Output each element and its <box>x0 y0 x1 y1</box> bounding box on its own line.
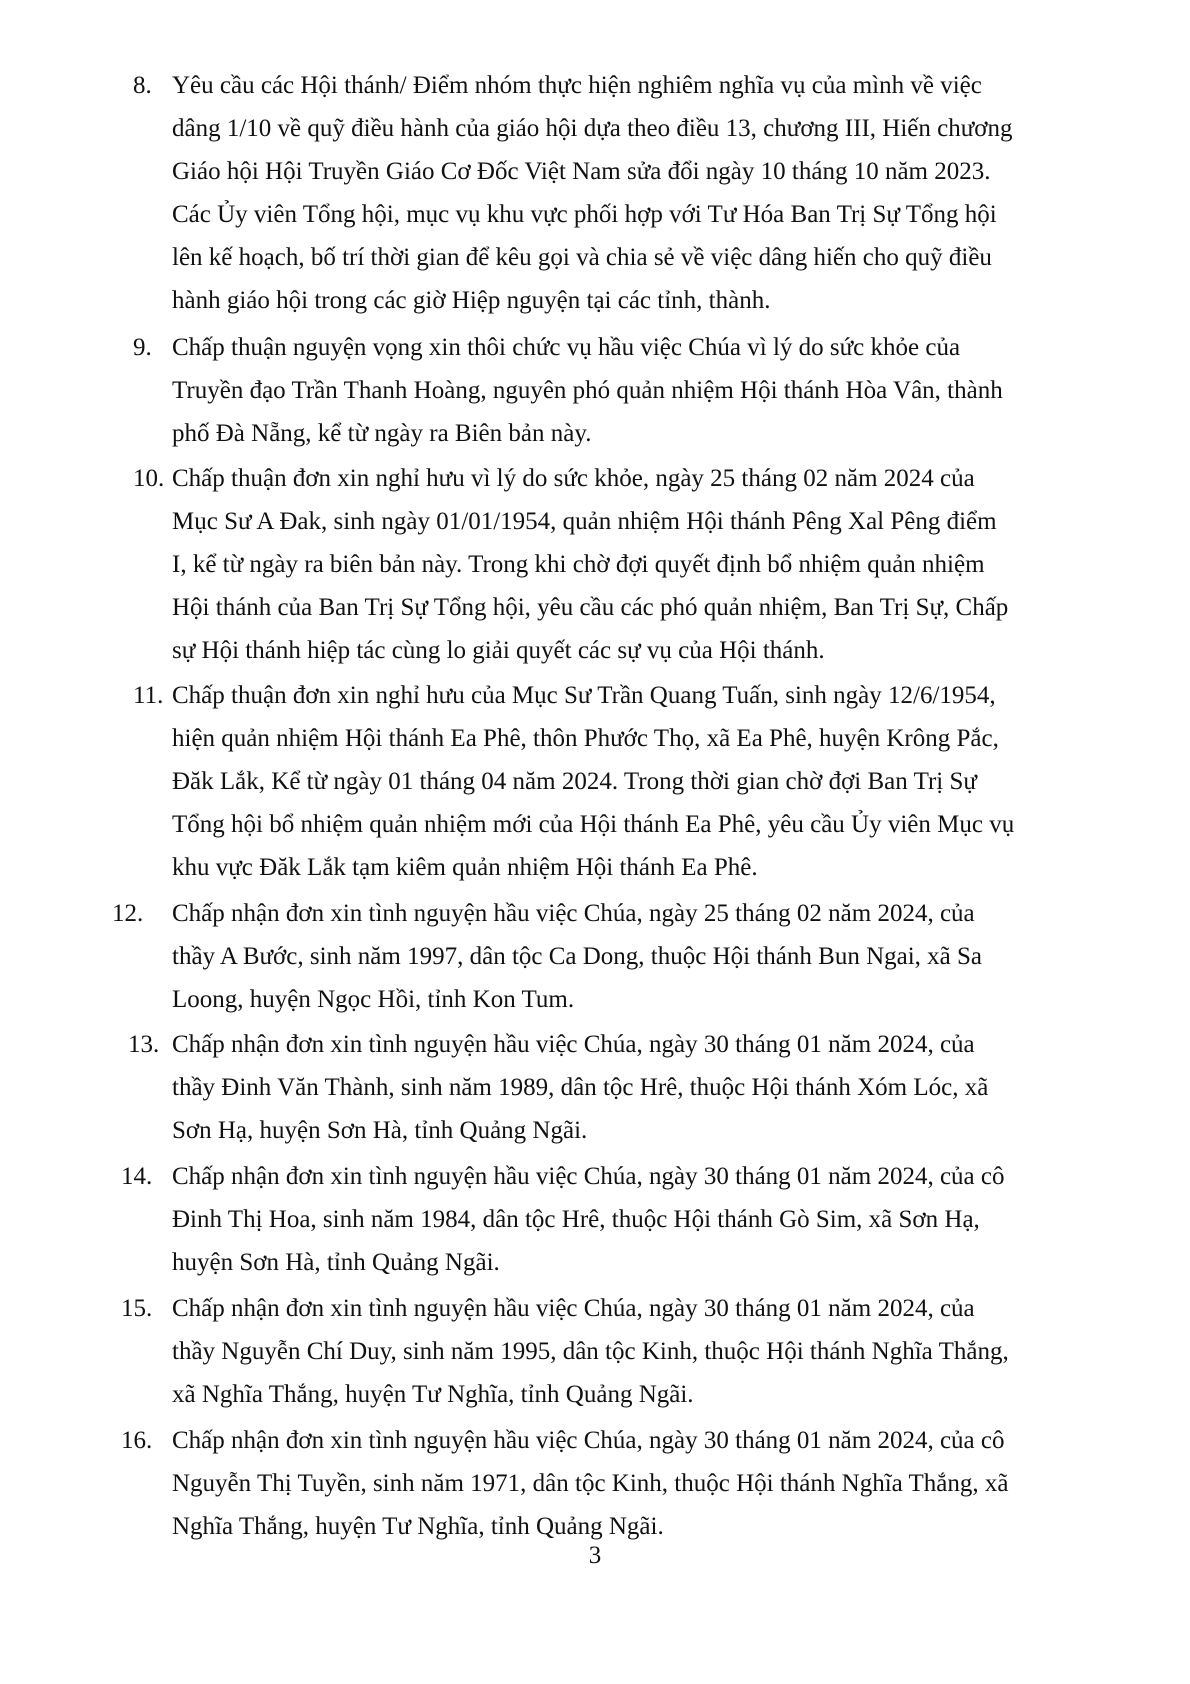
item-number: 15. <box>121 1295 153 1322</box>
item-line: Hội thánh của Ban Trị Sự Tổng hội, yêu cầu các phó quản nhiệm, Ban Trị Sự, Chấp <box>172 594 1009 621</box>
item-line: dâng 1/10 về quỹ điều hành của giáo hội dựa theo điều 13, chương III, Hiến chương <box>172 115 1013 142</box>
item-line: thầy A Bước, sinh năm 1997, dân tộc Ca Dong, thuộc Hội thánh Bun Ngai, xã Sa <box>172 943 983 970</box>
item-line: Tổng hội bổ nhiệm quản nhiệm mới của Hội thánh Ea Phê, yêu cầu Ủy viên Mục vụ <box>172 811 1015 838</box>
item-line: Chấp nhận đơn xin tình nguyện hầu việc Chúa, ngày 30 tháng 01 năm 2024, của cô <box>172 1427 1005 1454</box>
item-line: khu vực Đăk Lắk tạm kiêm quản nhiệm Hội thánh Ea Phê. <box>172 854 758 881</box>
item-line: Sơn Hạ, huyện Sơn Hà, tỉnh Quảng Ngãi. <box>172 1117 588 1144</box>
item-line: Chấp nhận đơn xin tình nguyện hầu việc Chúa, ngày 30 tháng 01 năm 2024, của <box>172 1295 975 1322</box>
item-line: Mục Sư A Đak, sinh ngày 01/01/1954, quản nhiệm Hội thánh Pêng Xal Pêng điểm <box>172 508 997 535</box>
item-number: 14. <box>121 1163 153 1190</box>
item-line: xã Nghĩa Thắng, huyện Tư Nghĩa, tỉnh Quảng Ngãi. <box>172 1381 694 1408</box>
item-line: Loong, huyện Ngọc Hồi, tỉnh Kon Tum. <box>172 986 575 1013</box>
item-line: Đăk Lắk, Kể từ ngày 01 tháng 04 năm 2024. Trong thời gian chờ đợi Ban Trị Sự <box>172 768 977 795</box>
item-number: 16. <box>121 1427 153 1454</box>
item-line: phố Đà Nẵng, kể từ ngày ra Biên bản này. <box>172 420 592 447</box>
item-line: I, kể từ ngày ra biên bản này. Trong khi chờ đợi quyết định bổ nhiệm quản nhiệm <box>172 551 985 578</box>
page-number: 3 <box>588 1542 602 1569</box>
item-line: Nghĩa Thắng, huyện Tư Nghĩa, tỉnh Quảng Ngãi. <box>172 1513 664 1540</box>
item-line: sự Hội thánh hiệp tác cùng lo giải quyết các sự vụ của Hội thánh. <box>172 637 825 664</box>
item-line: Chấp nhận đơn xin tình nguyện hầu việc Chúa, ngày 25 tháng 02 năm 2024, của <box>172 900 975 927</box>
item-line: Chấp nhận đơn xin tình nguyện hầu việc Chúa, ngày 30 tháng 01 năm 2024, của <box>172 1031 975 1058</box>
item-number: 9. <box>133 334 152 361</box>
item-line: thầy Nguyễn Chí Duy, sinh năm 1995, dân tộc Kinh, thuộc Hội thánh Nghĩa Thắng, <box>172 1338 1009 1365</box>
item-line: Nguyễn Thị Tuyền, sinh năm 1971, dân tộc Kinh, thuộc Hội thánh Nghĩa Thắng, xã <box>172 1470 1009 1497</box>
item-line: hiện quản nhiệm Hội thánh Ea Phê, thôn Phước Thọ, xã Ea Phê, huyện Krông Pắc, <box>172 725 999 752</box>
item-line: Chấp thuận đơn xin nghỉ hưu của Mục Sư Trần Quang Tuấn, sinh ngày 12/6/1954, <box>172 682 996 709</box>
item-number: 11. <box>133 682 164 709</box>
item-number: 8. <box>133 72 152 99</box>
item-line: Giáo hội Hội Truyền Giáo Cơ Đốc Việt Nam sửa đổi ngày 10 tháng 10 năm 2023. <box>172 158 991 185</box>
item-line: thầy Đinh Văn Thành, sinh năm 1989, dân tộc Hrê, thuộc Hội thánh Xóm Lóc, xã <box>172 1074 989 1101</box>
item-line: Chấp thuận nguyện vọng xin thôi chức vụ hầu việc Chúa vì lý do sức khỏe của <box>172 334 961 361</box>
item-number: 10. <box>133 465 165 492</box>
item-line: Yêu cầu các Hội thánh/ Điểm nhóm thực hiện nghiêm nghĩa vụ của mình về việc <box>172 72 982 99</box>
item-line: lên kế hoạch, bố trí thời gian để kêu gọi và chia sẻ về việc dâng hiến cho quỹ điều <box>172 244 992 271</box>
item-line: Chấp thuận đơn xin nghỉ hưu vì lý do sức khỏe, ngày 25 tháng 02 năm 2024 của <box>172 465 975 492</box>
item-line: Đinh Thị Hoa, sinh năm 1984, dân tộc Hrê, thuộc Hội thánh Gò Sim, xã Sơn Hạ, <box>172 1206 980 1233</box>
item-number: 12. <box>112 900 144 927</box>
item-line: Chấp nhận đơn xin tình nguyện hầu việc Chúa, ngày 30 tháng 01 năm 2024, của cô <box>172 1163 1005 1190</box>
item-number: 13. <box>128 1031 160 1058</box>
item-line: hành giáo hội trong các giờ Hiệp nguyện tại các tỉnh, thành. <box>172 287 771 314</box>
item-line: huyện Sơn Hà, tỉnh Quảng Ngãi. <box>172 1249 500 1276</box>
item-line: Truyền đạo Trần Thanh Hoàng, nguyên phó quản nhiệm Hội thánh Hòa Vân, thành <box>172 377 1003 404</box>
item-line: Các Ủy viên Tổng hội, mục vụ khu vực phối hợp với Tư Hóa Ban Trị Sự Tổng hội <box>172 201 997 228</box>
